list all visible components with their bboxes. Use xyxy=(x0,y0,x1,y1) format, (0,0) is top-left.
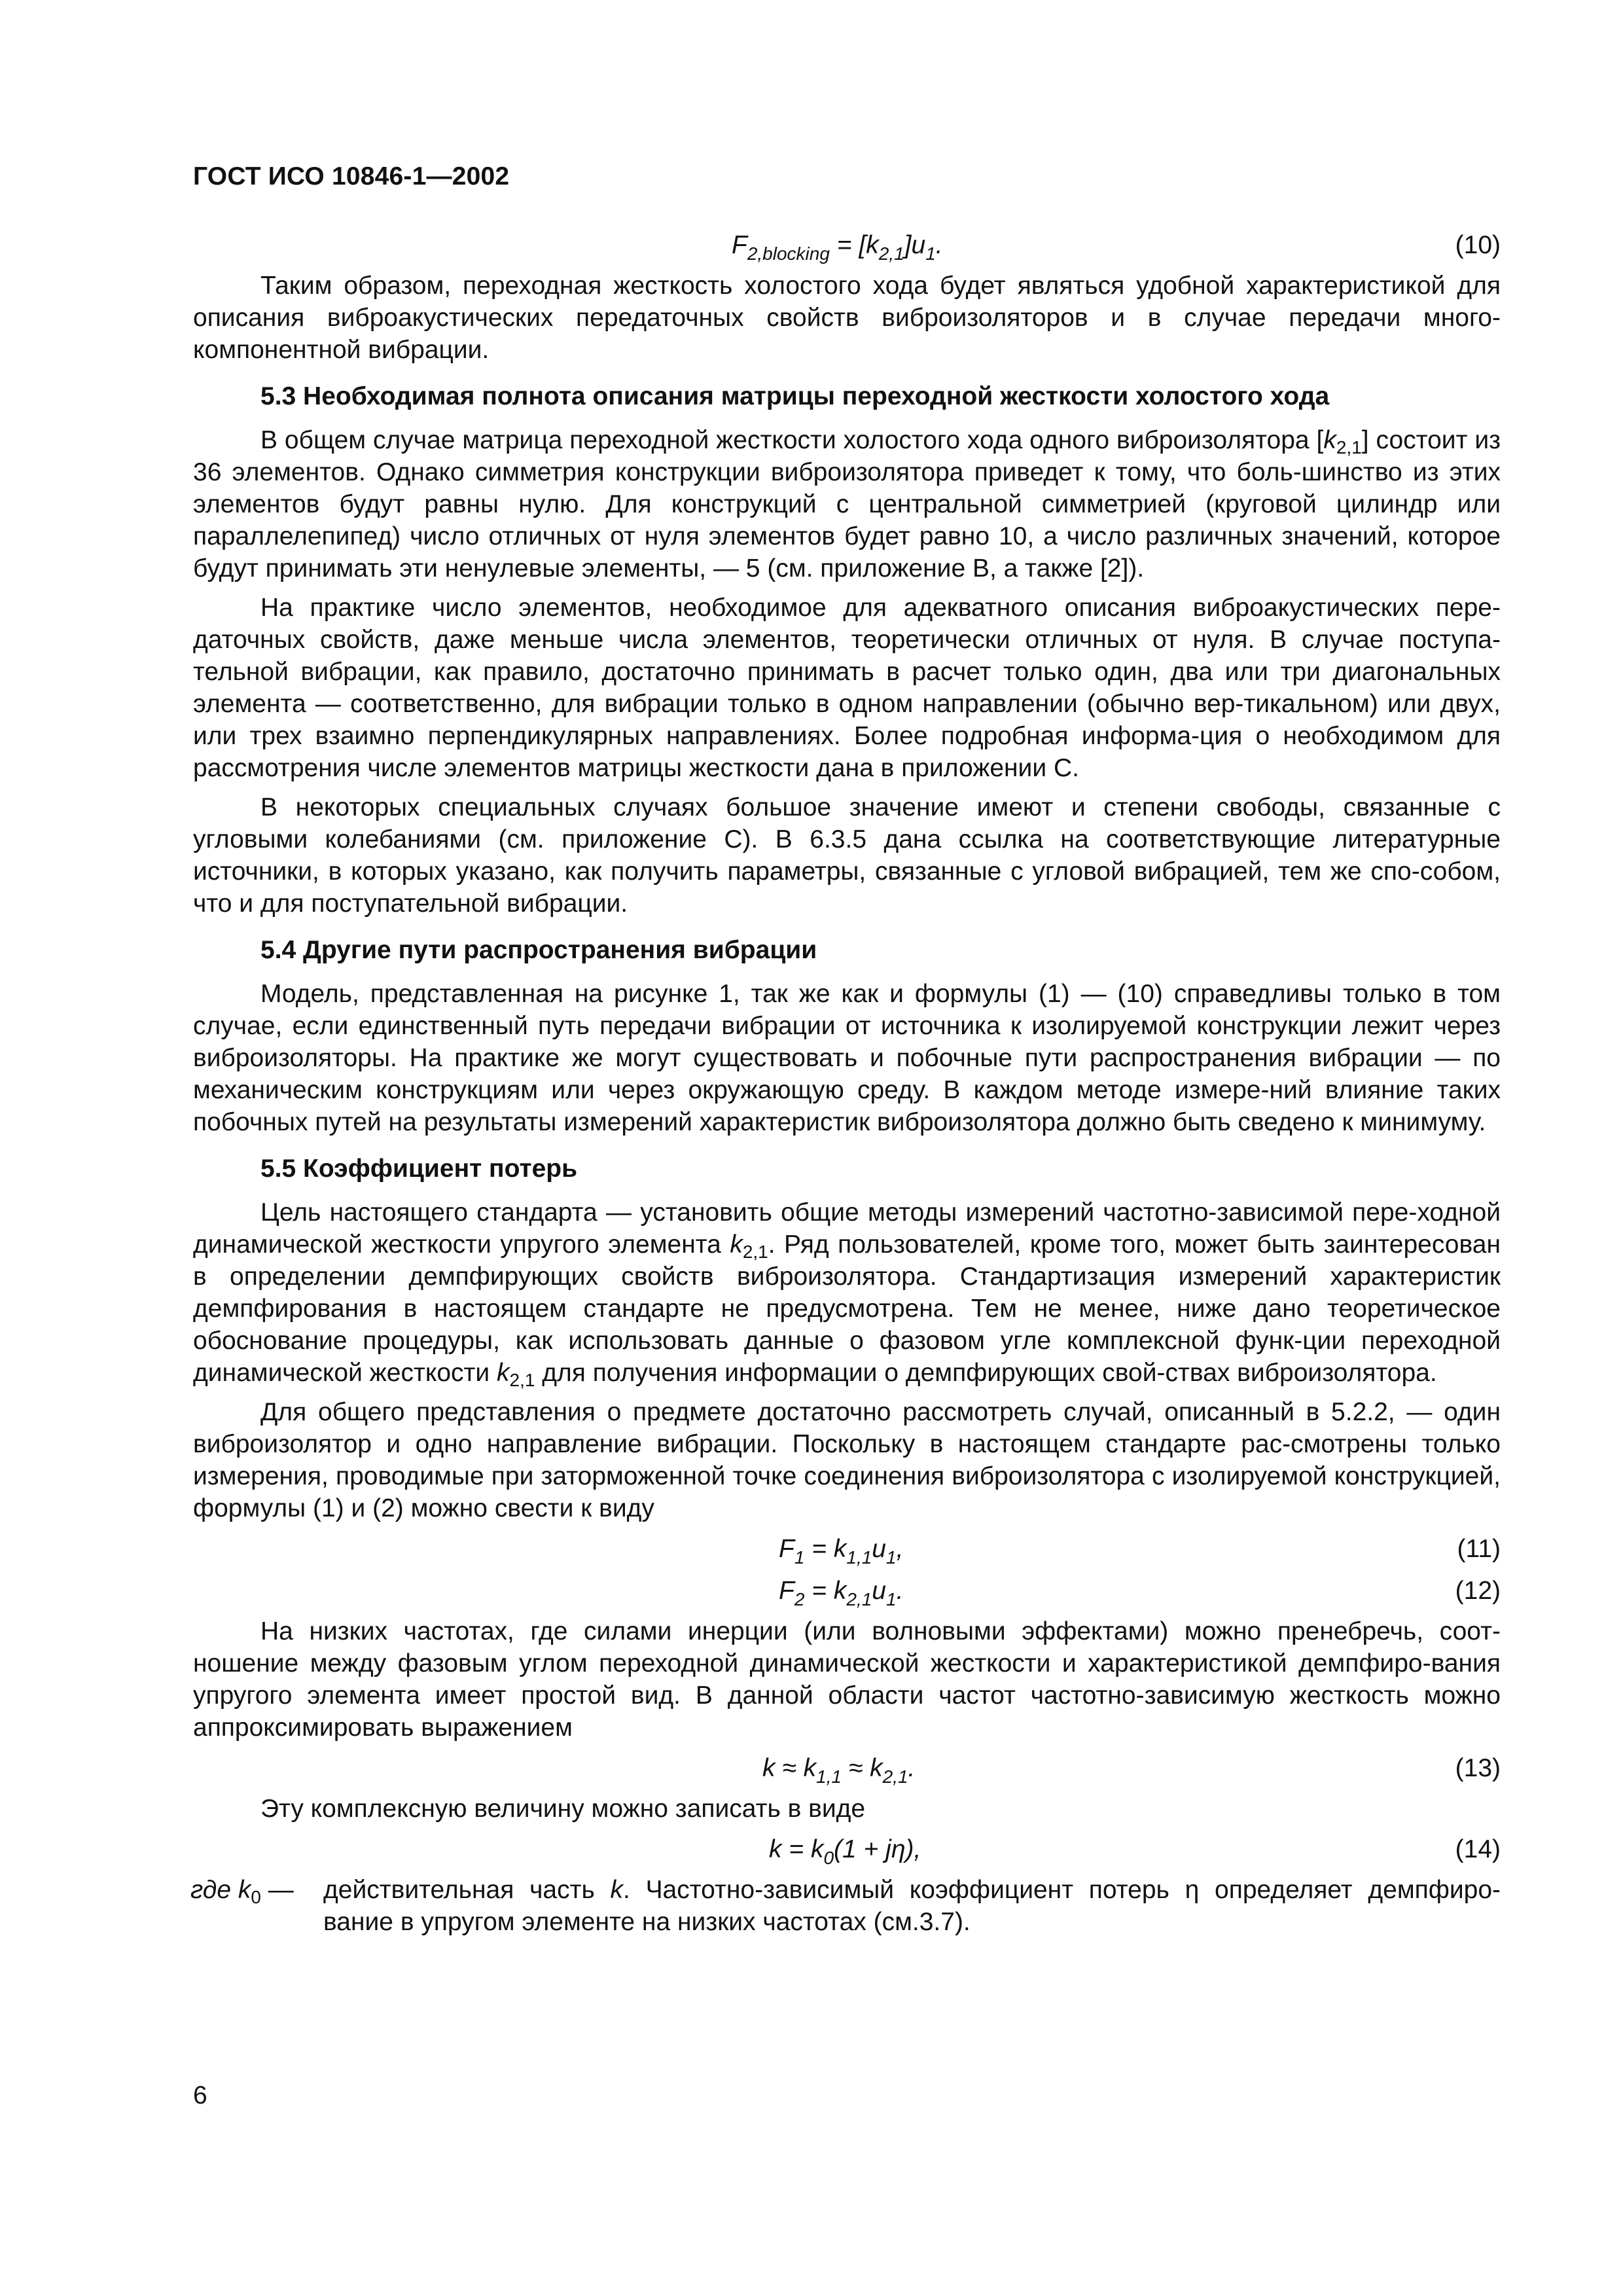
equation-10-number: (10) xyxy=(1455,231,1501,259)
paragraph-1: Таким образом, переходная жесткость холостого хода будет являться удобной характеристикой для описания виброакустических передаточных свойств виброизоляторов и в случае передачи много-компонентной вибрации. xyxy=(193,272,1501,364)
paragraph-5: Модель, представленная на рисунке 1, так же как и формулы (1) — (10) справедливы только в том случае, если единственный путь передачи вибрации от источника к изолируемой конструкции лежит через виброизоляторы. На практике же могут существовать и побочные пути распространения вибрации — по механическим конструкциям или через окружающую среду. В каждом методе измере-ний влияние таких побочных путей на результаты измерений характеристик виброизолятора должно быть сведено к минимуму. xyxy=(193,980,1501,1136)
paragraph-8: На низких частотах, где силами инерции (или волновыми эффектами) можно пренебречь, соот-ношение между фазовым углом переходной динамической жесткости и характеристикой демпфиро-вания упругого элемента имеет простой вид. В данной области частот частотно-зависимую жесткость можно аппроксимировать выражением xyxy=(193,1617,1501,1742)
equation-14-number: (14) xyxy=(1455,1835,1501,1863)
where-label: где $k_0$ — xyxy=(190,1876,294,1907)
document-header: ГОСТ ИСО 10846-1—2002 xyxy=(193,162,510,190)
equation-10 xyxy=(193,228,1501,263)
equation-11 xyxy=(193,1532,1501,1567)
equation-13-formula: $k \approx k_{1,1} \approx k_{2,1}$. xyxy=(762,1754,916,1787)
equation-13-number: (13) xyxy=(1455,1754,1501,1782)
section-5-5-heading: 5.5 Коэффициент потерь xyxy=(260,1155,578,1183)
equation-10-formula: $F_{2,blocking} = [k_{2,1}]u_1$. xyxy=(732,231,943,264)
page-content xyxy=(190,228,1501,1938)
equation-12-number: (12) xyxy=(1455,1577,1501,1605)
section-5-3-heading: 5.3 Необходимая полнота описания матрицы переходной жесткости холостого хода xyxy=(260,382,1330,410)
where-explanation xyxy=(190,1874,1501,1938)
equation-13 xyxy=(193,1751,1501,1786)
equation-11-number: (11) xyxy=(1457,1535,1501,1563)
section-5-4-heading: 5.4 Другие пути распространения вибрации xyxy=(260,936,817,964)
where-text: действительная часть k. Частотно-зависимый коэффициент потерь η определяет демпфиро-вание в упругом элементе на низких частотах (см.3.7). xyxy=(323,1876,1501,1936)
equation-14 xyxy=(193,1832,1501,1867)
paragraph-3: На практике число элементов, необходимое для адекватного описания виброакустических пере-даточных свойств, даже меньше числа элементов, теоретически отличных от нуля. В случае поступа-тельной вибрации, как правило, достаточно принимать в расчет только один, два или три диагональных элемента — соответственно, для вибрации только в одном направлении (обычно вер-тикальном) или двух, или трех взаимно перпендикулярных направлениях. Более подробная информа-ция о необходимом для рассмотрения числе элементов матрицы жесткости дана в приложении С. xyxy=(193,594,1501,782)
paragraph-7: Для общего представления о предмете достаточно рассмотреть случай, описанный в 5.2.2, — один виброизолятор и одно направление вибрации. Поскольку в настоящем стандарте рас-смотрены только измерения, проводимые при заторможенной точке соединения виброизолятора с изолируемой конструкцией, формулы (1) и (2) можно свести к виду xyxy=(193,1398,1501,1522)
paragraph-2: В общем случае матрица переходной жесткости холостого хода одного виброизолятора $[k_{2,1}]$ состоит из 36 элементов. Однако симметрия конструкции виброизолятора приведет к тому, что боль-шинство из этих элементов будут равны нулю. Для конструкций с центральной симметрией (круговой цилиндр или параллелепипед) число отличных от нуля элементов будет равно 10, а число различных значений, которое будут принимать эти ненулевые элементы, — 5 (см. приложение В, а также [2]). xyxy=(193,426,1501,583)
equation-12 xyxy=(193,1573,1501,1609)
paragraph-6: Цель настоящего стандарта — установить общие методы измерений частотно-зависимой пере-ходной динамической жесткости упругого элемента $k_{2,1}$. Ряд пользователей, кроме того, может быть заинтересован в определении демпфирующих свойств виброизолятора. Стандартизация измерений характеристик демпфирования в настоящем стандарте не предусмотрена. Тем не менее, ниже дано теоретическое обоснование процедуры, как использовать данные о фазовом угле комплексной функ-ции переходной динамической жесткости $k_{2,1}$ для получения информации о демпфирующих свой-ствах виброизолятора. xyxy=(193,1198,1501,1390)
equation-14-formula: $k = k_0(1 + j\eta)$, xyxy=(769,1835,921,1868)
equation-11-formula: $F_1 = k_{1,1}u_1$, xyxy=(779,1535,904,1568)
page-number: 6 xyxy=(193,2081,207,2109)
paragraph-4: В некоторых специальных случаях большое значение имеют и степени свободы, связанные с угловыми колебаниями (см. приложение С). В 6.3.5 дана ссылка на соответствующие литературные источники, в которых указано, как получить параметры, связанные с угловой вибрацией, тем же спо-собом, что и для поступательной вибрации. xyxy=(193,793,1501,918)
equation-12-formula: $F_2 = k_{2,1}u_1$. xyxy=(779,1577,904,1609)
paragraph-9: Эту комплексную величину можно записать в виде xyxy=(260,1795,866,1823)
